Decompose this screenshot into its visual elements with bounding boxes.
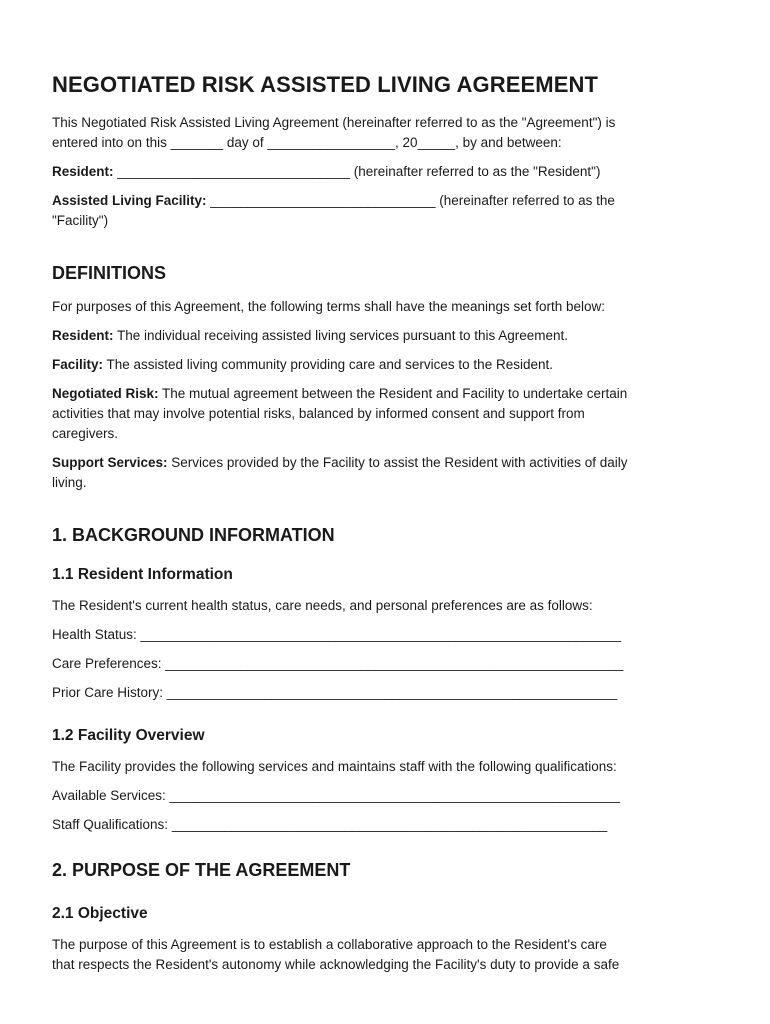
definition-text-facility: The assisted living community providing care and services to the Resident. xyxy=(103,357,553,372)
objective-line-2: that respects the Resident's autonomy while acknowledging the Facility's duty to provide a safe xyxy=(52,957,620,972)
facility-label: Assisted Living Facility: xyxy=(52,193,207,208)
definition-term-resident: Resident: xyxy=(52,328,114,343)
prior-care-history-field: Prior Care History: ____________________________________________________________ xyxy=(52,685,618,700)
definition-term-facility: Facility: xyxy=(52,357,104,372)
staff-qualifications-field: Staff Qualifications: __________________________________________________________ xyxy=(52,817,608,832)
facility-line xyxy=(52,191,720,231)
resident-line xyxy=(52,162,720,182)
definition-negotiated-risk xyxy=(52,384,720,444)
definition-term-negotiated-risk: Negotiated Risk: xyxy=(52,386,159,401)
facility-overview-heading: 1.2 Facility Overview xyxy=(52,727,205,744)
intro-paragraph xyxy=(52,113,720,153)
definition-term-support-services: Support Services: xyxy=(52,455,168,470)
definition-resident xyxy=(52,326,720,346)
facility-text-cont: "Facility") xyxy=(52,213,109,228)
document-title: NEGOTIATED RISK ASSISTED LIVING AGREEMENT xyxy=(52,72,598,97)
resident-info-heading: 1.1 Resident Information xyxy=(52,566,233,583)
definition-support-services xyxy=(52,453,720,493)
objective-heading: 2.1 Objective xyxy=(52,905,148,922)
document-page xyxy=(52,68,720,975)
facility-overview-intro: The Facility provides the following services and maintains staff with the following qualifications: xyxy=(52,759,617,774)
resident-info-intro: The Resident's current health status, care needs, and personal preferences are as follows: xyxy=(52,598,593,613)
facility-blank: ______________________________ (hereinafter referred to as the xyxy=(206,193,615,208)
background-heading: 1. BACKGROUND INFORMATION xyxy=(52,525,335,545)
definition-text-negotiated-risk-3: caregivers. xyxy=(52,426,119,441)
resident-label: Resident: xyxy=(52,164,114,179)
purpose-heading: 2. PURPOSE OF THE AGREEMENT xyxy=(52,860,351,880)
care-preferences-field: Care Preferences: _____________________________________________________________ xyxy=(52,656,624,671)
definitions-heading: DEFINITIONS xyxy=(52,263,167,283)
intro-line-1: This Negotiated Risk Assisted Living Agreement (hereinafter referred to as the "Agreement") is xyxy=(52,115,616,130)
objective-line-1: The purpose of this Agreement is to establish a collaborative approach to the Resident's care xyxy=(52,937,607,952)
health-status-field: Health Status: ________________________________________________________________ xyxy=(52,627,622,642)
definition-text-support-services-2: living. xyxy=(52,475,87,490)
definition-text-resident: The individual receiving assisted living services pursuant to this Agreement. xyxy=(113,328,569,343)
available-services-field: Available Services: ____________________________________________________________ xyxy=(52,788,621,803)
definition-text-negotiated-risk-2: activities that may involve potential risks, balanced by informed consent and support from xyxy=(52,406,585,421)
definitions-intro: For purposes of this Agreement, the following terms shall have the meanings set forth below: xyxy=(52,299,606,314)
resident-blank: _______________________________ (hereinafter referred to as the "Resident") xyxy=(113,164,601,179)
objective-paragraph xyxy=(52,935,720,975)
definition-text-support-services-1: Services provided by the Facility to assist the Resident with activities of daily xyxy=(167,455,628,470)
definition-facility xyxy=(52,355,720,375)
intro-line-2: entered into on this _______ day of _________________, 20_____, by and between: xyxy=(52,135,562,150)
definition-text-negotiated-risk-1: The mutual agreement between the Resident and Facility to undertake certain xyxy=(158,386,628,401)
